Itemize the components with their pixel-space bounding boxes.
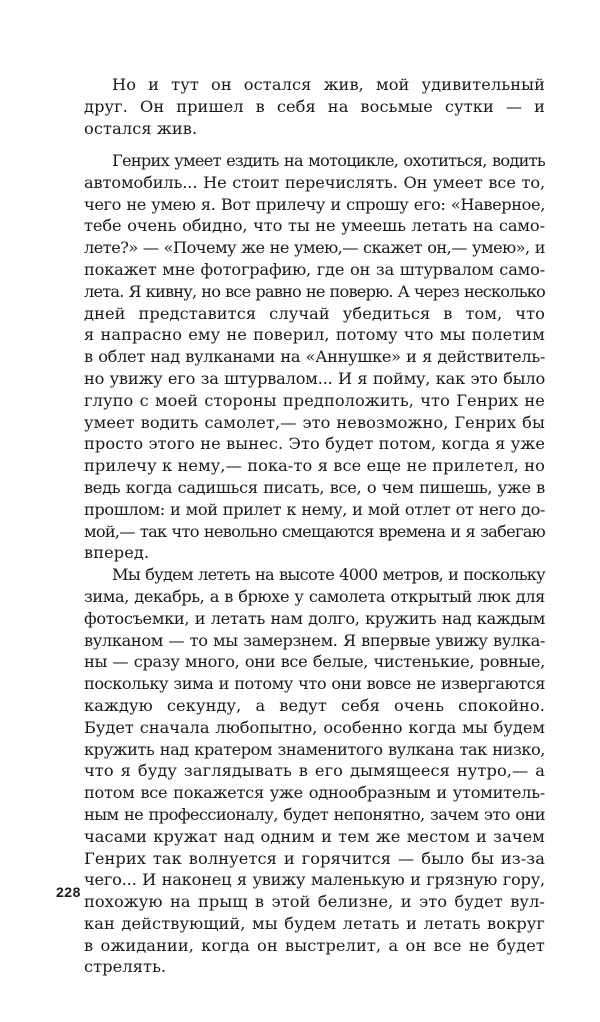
text-line: глупо с моей стороны предположить, что Генрих не [84, 390, 545, 410]
text-line: Генрих умеет ездить на мотоцикле, охотиться, водить [112, 151, 545, 170]
text-line: ведь когда садишься писать, все, о чем пишешь, уже в [84, 477, 545, 497]
text-line: покажет мне фотографию, где он за штурвалом само- [84, 259, 545, 279]
text-line: в облет над вулканами на «Аннушке» и я действитель- [84, 347, 545, 367]
text-line: в ожидании, когда он выстрелит, а он все не будет [84, 935, 545, 955]
text-line: но увижу его за штурвалом... И я пойму, как это было [84, 368, 545, 388]
text-line: фотосъемки, и летать нам долго, кружить над каждым [84, 608, 545, 628]
text-line: тебе очень обидно, что ты не умеешь летать на само- [84, 216, 545, 236]
paragraph-1 [84, 74, 545, 139]
text-line: кружить над кратером знаменитого вулкана так низко, [84, 739, 545, 759]
text-line: кан действующий, мы будем летать и летать вокруг [84, 913, 545, 933]
paragraph-2-3 [84, 150, 545, 978]
text-line: автомобиль... Не стоит перечислять. Он умеет все то, [84, 172, 545, 192]
text-line: умеет водить самолет,— это невозможно, Генрих бы [84, 412, 545, 432]
text-line: мой,— так что невольно смещаются времена и я забегаю [84, 521, 545, 541]
text-line: чего... И наконец я увижу маленькую и грязную гору, [84, 870, 545, 890]
text-line: чего не умею я. Вот прилечу и спрошу его: «Наверное, [84, 194, 545, 214]
paragraph-2 [84, 150, 545, 564]
text-line: дней представится случай убедиться в том, что [84, 303, 545, 323]
text-line: часами кружат над одним и тем же местом и зачем [84, 826, 545, 846]
text-line: просто этого не вынес. Это будет потом, когда я уже [84, 434, 546, 454]
text-line: потом все покажется уже однообразным и утомитель- [84, 783, 545, 803]
text-line: похожую на прыщ в этой белизне, и это будет вул- [84, 892, 545, 912]
text-line: вперед. [84, 543, 150, 563]
text-line: прилечу к нему,— пока-то я все еще не прилетел, но [84, 456, 545, 476]
page-number: 228 [56, 884, 81, 900]
text-line: прошлом: и мой прилет к нему, и мой отлет от него до- [84, 499, 545, 519]
text-line: ным не профессионалу, будет непонятно, зачем это они [84, 804, 545, 824]
text-line: стрелять. [84, 957, 167, 977]
text-line: ны — сразу много, они все белые, чистенькие, ровные, [84, 652, 545, 672]
text-line: поскольку зима и потому что они вовсе не извергаются [84, 674, 545, 694]
text-line: каждую секунду, а ведут себя очень спокойно. [84, 695, 545, 715]
text-line: что я буду заглядывать в его дымящееся нутро,— а [84, 761, 545, 781]
paragraph-3 [84, 564, 545, 978]
text-line: лете?» — «Почему же не умею,— скажет он,— умею», и [84, 238, 545, 258]
text-line: лета. Я кивну, но все равно не поверю. А через несколько [84, 281, 545, 301]
text-line: Но и тут он остался жив, мой удивительный [112, 75, 545, 94]
text-line: друг. Он пришел в себя на восьмые сутки — и [84, 96, 545, 116]
text-line: Мы будем лететь на высоте 4000 метров, и поскольку [112, 565, 545, 585]
text-line: остался жив. [84, 118, 198, 138]
text-line: Будет сначала любопытно, особенно когда мы будем [84, 717, 545, 737]
text-line: зима, декабрь, а в брюхе у самолета открытый люк для [84, 586, 545, 606]
text-line: я напрасно ему не поверил, потому что мы полетим [84, 325, 545, 345]
text-line: вулканом — то мы замерзнем. Я впервые увижу вулка- [84, 630, 545, 650]
text-line: Генрих так волнуется и горячится — было бы из-за [84, 848, 545, 868]
